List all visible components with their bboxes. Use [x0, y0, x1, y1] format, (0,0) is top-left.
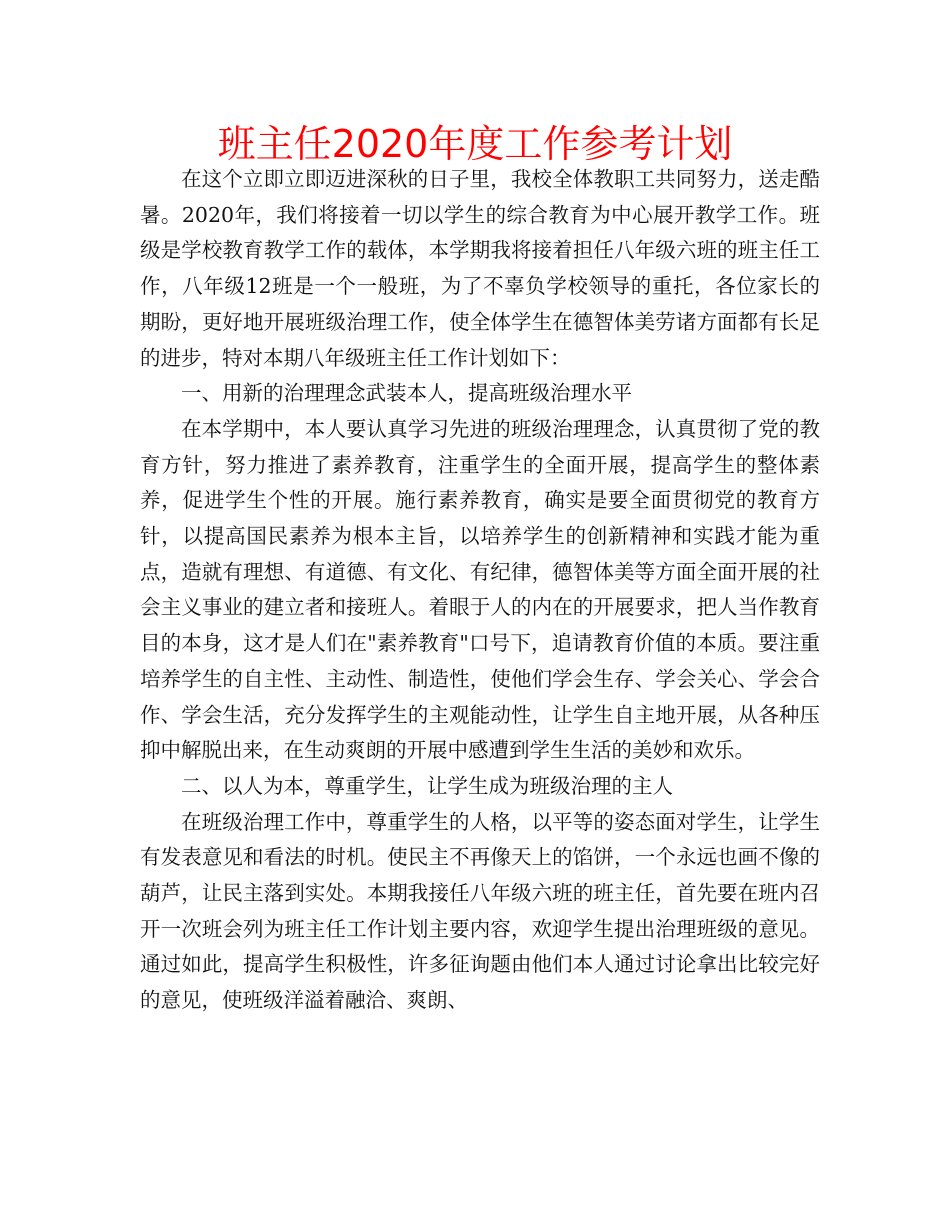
intro-paragraph: 在这个立即立即迈进深秋的日子里，我校全体教职工共同努力，送走酷暑。2020年，我们将接着一切以学生的综合教育为中心展开教学工作。班级是学校教育教学工作的载体，本学期我将接着担任八年级六班的班主任工作，八年级12班是一个一般班，为了不辜负学校领导的重托，各位家长的期盼，更好地开展班级治理工作，使全体学生在德智体美劳诸方面都有长足的进步，特对本期八年级班主任工作计划如下：	[140, 167, 820, 370]
section-heading-1: 一、用新的治理理念武装本人，提高班级治理水平	[181, 381, 632, 406]
document-title: 班主任2020年度工作参考计划	[217, 122, 733, 166]
section-2-paragraph: 在班级治理工作中，尊重学生的人格，以平等的姿态面对学生，让学生有发表意见和看法的时机。使民主不再像天上的馅饼，一个永远也画不像的葫芦，让民主落到实处。本期我接任八年级六班的班主任，首先要在班内召开一次班会列为班主任工作计划主要内容，欢迎学生提出治理班级的意见。通过如此，提高学生积极性，许多征询题由他们本人通过讨论拿出比较完好的意见，使班级洋溢着融洽、爽朗、	[140, 809, 820, 1013]
document-body	[140, 162, 820, 1019]
section-1-paragraph: 在本学期中，本人要认真学习先进的班级治理理念，认真贯彻了党的教育方针，努力推进了素养教育，注重学生的全面开展，提高学生的整体素养，促进学生个性的开展。施行素养教育，确实是要全面贯彻党的教育方针，以提高国民素养为根本主旨，以培养学生的创新精神和实践才能为重点，造就有理想、有道德、有文化、有纪律，德智体美等方面全面开展的社会主义事业的建立者和接班人。着眼于人的内在的开展要求，把人当作教育目的本身，这才是人们在"素养教育"口号下，追请教育价值的本质。要注重培养学生的自主性、主动性、制造性，使他们学会生存、学会关心、学会合作、学会生活，充分发挥学生的主观能动性，让学生自主地开展，从各种压抑中解脱出来，在生动爽朗的开展中感遭到学生生活的美妙和欢乐。	[140, 416, 820, 763]
section-heading-2: 二、以人为本，尊重学生，让学生成为班级治理的主人	[181, 773, 673, 798]
